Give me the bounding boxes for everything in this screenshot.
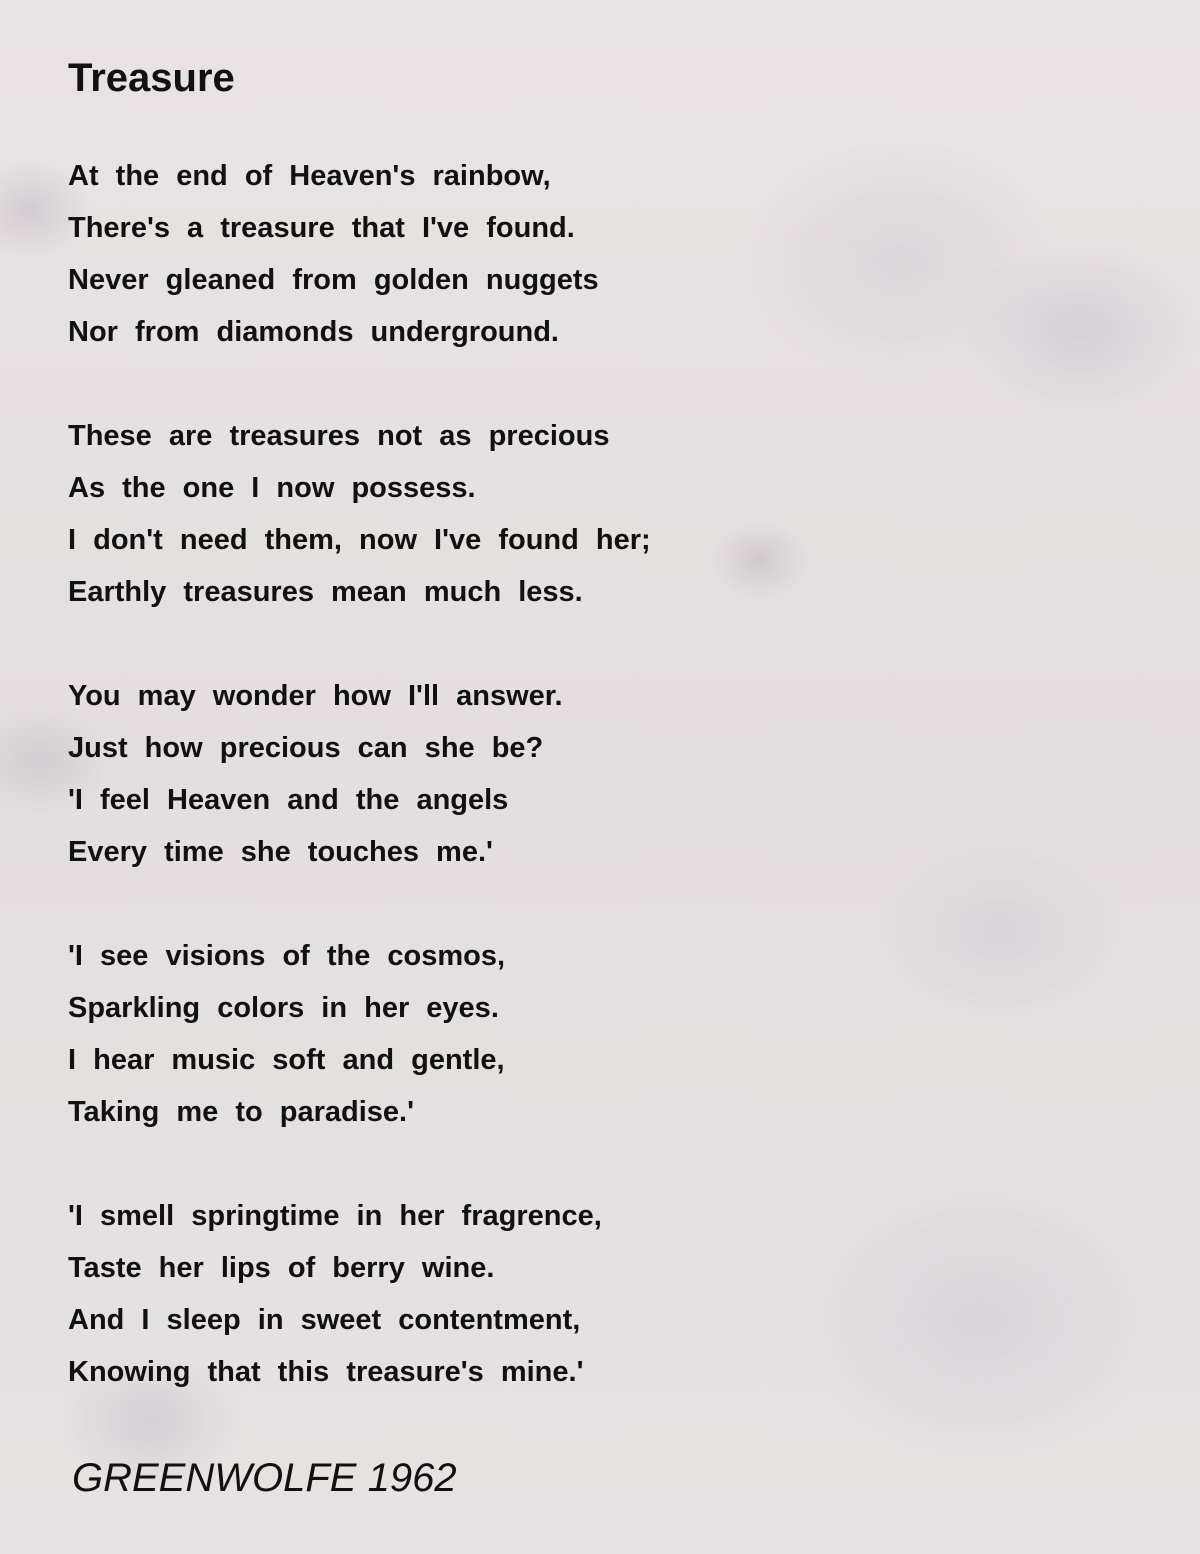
stanza-4 (68, 930, 828, 1138)
poem-line: There's a treasure that I've found. (68, 212, 575, 244)
stanza-2 (68, 410, 828, 618)
poem-line: Sparkling colors in her eyes. (68, 992, 499, 1024)
poem-line: At the end of Heaven's rainbow, (68, 160, 551, 192)
poem-line: 'I feel Heaven and the angels (68, 784, 509, 816)
poem-line: These are treasures not as precious (68, 420, 610, 452)
poem-body (68, 150, 828, 1450)
poem-line: 'I smell springtime in her fragrence, (68, 1200, 602, 1232)
poem-line: And I sleep in sweet contentment, (68, 1304, 581, 1336)
poem-line: Every time she touches me.' (68, 836, 493, 868)
poem-line: You may wonder how I'll answer. (68, 680, 563, 712)
poem-line: I don't need them, now I've found her; (68, 524, 651, 556)
poem-line: Earthly treasures mean much less. (68, 576, 583, 608)
poem-line: Taste her lips of berry wine. (68, 1252, 495, 1284)
stanza-3 (68, 670, 828, 878)
stanza-1 (68, 150, 828, 358)
poem-line: Just how precious can she be? (68, 732, 544, 764)
poem-line: I hear music soft and gentle, (68, 1044, 505, 1076)
poem-title: Treasure (68, 56, 235, 100)
poem-line: Knowing that this treasure's mine.' (68, 1356, 584, 1388)
poem-line: Nor from diamonds underground. (68, 316, 559, 348)
poem-line: As the one I now possess. (68, 472, 476, 504)
poem-line: 'I see visions of the cosmos, (68, 940, 506, 972)
author-signature: GREENWOLFE 1962 (72, 1456, 457, 1500)
poem-line: Taking me to paradise.' (68, 1096, 414, 1128)
poem-line: Never gleaned from golden nuggets (68, 264, 599, 296)
stanza-5 (68, 1190, 828, 1398)
